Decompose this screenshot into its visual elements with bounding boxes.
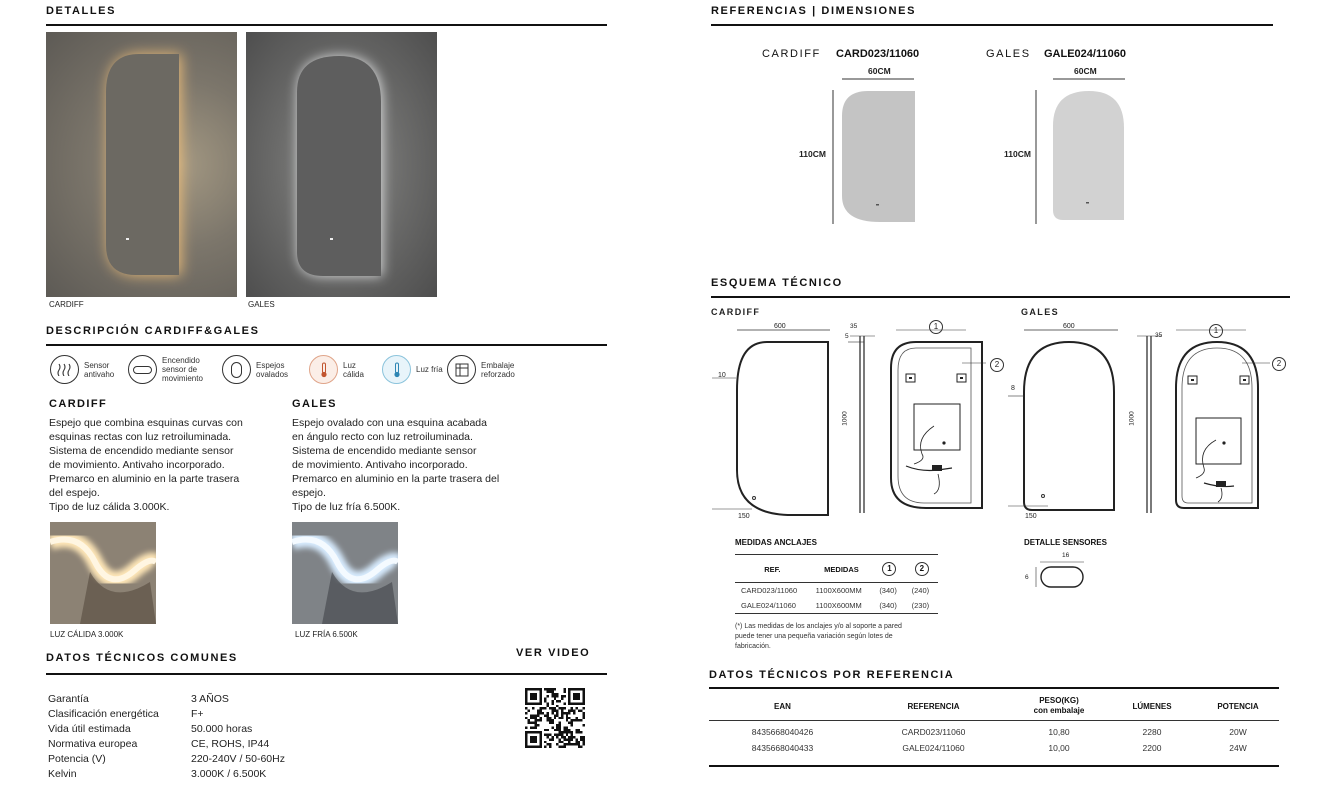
details-title: DETALLES bbox=[46, 5, 117, 17]
spec-key: Normativa europea bbox=[48, 738, 138, 750]
desc-line: esquinas rectas con luz retroiluminada. bbox=[49, 431, 232, 443]
cardiff-description bbox=[49, 416, 289, 514]
table-row bbox=[735, 583, 938, 599]
cold-light-caption: LUZ FRÍA 6.500K bbox=[295, 630, 358, 639]
gales-ref-code: GALE024/11060 bbox=[1044, 48, 1126, 60]
cell: GALE024/11060 bbox=[741, 601, 796, 610]
gales-callout-2 bbox=[1272, 353, 1286, 371]
cardiff-back-drawing bbox=[886, 318, 1006, 526]
cell: 10,00 bbox=[1048, 743, 1070, 753]
anchors-note bbox=[735, 622, 902, 652]
references-title: REFERENCIAS | DIMENSIONES bbox=[711, 5, 917, 17]
cardiff-width-dim: 600 bbox=[774, 323, 786, 330]
cell: 8435668040426 bbox=[751, 727, 814, 737]
note-line: puede tener una pequeña variación según lotes de bbox=[735, 633, 893, 640]
cell: 8435668040433 bbox=[751, 743, 814, 753]
schema-cardiff-title: CARDIFF bbox=[711, 307, 761, 317]
cold-light-swatch bbox=[292, 522, 398, 624]
gales-description bbox=[292, 416, 542, 514]
cell: 1100X600MM bbox=[815, 601, 862, 610]
spec-value: 50.000 horas bbox=[191, 723, 253, 735]
cardiff-title: CARDIFF bbox=[49, 398, 108, 410]
col-header: REF. bbox=[764, 564, 781, 574]
cardiff-width-label: 60CM bbox=[868, 66, 891, 76]
gales-ref-name: GALES bbox=[986, 48, 1031, 60]
gales-photo bbox=[246, 32, 437, 297]
common-tech-title: DATOS TÉCNICOS COMUNES bbox=[46, 652, 238, 664]
divider bbox=[46, 24, 607, 26]
gales-width-label: 60CM bbox=[1074, 66, 1097, 76]
feature-oval-mirror bbox=[222, 355, 297, 384]
sensor-width-dim: 16 bbox=[1062, 552, 1070, 559]
gales-mirror-image bbox=[246, 32, 437, 297]
cardiff-photo bbox=[46, 32, 237, 297]
table-row bbox=[709, 721, 1279, 741]
feature-label: Espejos ovalados bbox=[256, 360, 289, 379]
divider bbox=[46, 344, 607, 346]
cold-light-icon bbox=[382, 355, 411, 384]
cardiff-depth-dim: 35 bbox=[850, 323, 858, 330]
gales-bottom-dim: 150 bbox=[1025, 513, 1037, 520]
table-row bbox=[709, 740, 1279, 766]
description-title: DESCRIPCIÓN CARDIFF&GALES bbox=[46, 325, 260, 337]
gales-silhouette bbox=[1033, 76, 1128, 228]
spec-key: Potencia (V) bbox=[48, 753, 106, 765]
desc-line: espejo. bbox=[292, 487, 326, 499]
gales-height-dim: 1000 bbox=[1128, 411, 1136, 426]
desc-line: Tipo de luz cálida 3.000K. bbox=[49, 501, 170, 513]
feature-label: Embalaje reforzado bbox=[481, 360, 515, 379]
qr-code-image bbox=[525, 688, 585, 748]
desc-line: en ángulo recto con luz retroiluminada. bbox=[292, 431, 473, 443]
warm-light-strip-image bbox=[50, 522, 156, 624]
gales-title: GALES bbox=[292, 398, 337, 410]
cell: CARD023/11060 bbox=[901, 727, 966, 737]
cell: (340) bbox=[879, 586, 897, 595]
cardiff-photo-caption: CARDIFF bbox=[49, 300, 84, 309]
desc-line: Tipo de luz fría 6.500K. bbox=[292, 501, 401, 513]
note-line: fabricación. bbox=[735, 643, 771, 650]
callout-number: 2 bbox=[1272, 357, 1286, 371]
callout-number: 1 bbox=[929, 320, 943, 334]
sensor-height-dim: 6 bbox=[1025, 574, 1029, 581]
col-header-line: con embalaje bbox=[1033, 706, 1085, 715]
spec-key: Clasificación energética bbox=[48, 708, 159, 720]
col-header-line: PESO(KG) bbox=[1039, 696, 1079, 705]
col-header bbox=[873, 556, 905, 583]
col-header bbox=[1011, 692, 1107, 721]
desc-line: del espejo. bbox=[49, 487, 100, 499]
callout-number: 1 bbox=[882, 562, 896, 576]
gales-back-drawing bbox=[1166, 318, 1286, 526]
col-header: POTENCIA bbox=[1217, 701, 1259, 711]
gales-front-drawing bbox=[1008, 320, 1140, 525]
reinforced-package-icon bbox=[447, 355, 476, 384]
cell: 2200 bbox=[1142, 743, 1162, 753]
warm-light-swatch bbox=[50, 522, 156, 624]
feature-label: Luz fría bbox=[416, 365, 443, 374]
feature-antifog bbox=[50, 355, 125, 384]
spec-key: Kelvin bbox=[48, 768, 77, 780]
ref-data-table bbox=[709, 692, 1279, 767]
cell: (340) bbox=[879, 601, 897, 610]
spec-value: 3 AÑOS bbox=[191, 693, 229, 705]
gales-top-dim: 8 bbox=[1011, 385, 1015, 392]
col-header: EAN bbox=[774, 701, 791, 711]
feature-reinforced-package bbox=[447, 355, 527, 384]
note-line: (*) Las medidas de los anclajes y/o al soporte a pared bbox=[735, 623, 902, 630]
gales-width-dim: 600 bbox=[1063, 323, 1075, 330]
specs-keys bbox=[48, 692, 159, 782]
cell: 24W bbox=[1229, 743, 1247, 753]
cardiff-height-dim: 1000 bbox=[841, 411, 849, 426]
feature-label: Encendido sensor de movimiento bbox=[162, 356, 203, 383]
feature-cold-light bbox=[382, 355, 452, 384]
divider bbox=[711, 296, 1290, 298]
sensor-drawing bbox=[1032, 559, 1090, 591]
video-qr-code[interactable] bbox=[525, 688, 585, 748]
motion-sensor-icon bbox=[128, 355, 157, 384]
cardiff-callout-2 bbox=[990, 354, 1004, 372]
cell: 10,80 bbox=[1048, 727, 1070, 737]
divider bbox=[735, 554, 938, 555]
callout-number: 2 bbox=[915, 562, 929, 576]
desc-line: de movimiento. Antivaho incorporado. bbox=[292, 459, 468, 471]
spec-value: CE, ROHS, IP44 bbox=[191, 738, 270, 750]
gales-height-label: 110CM bbox=[1004, 149, 1031, 159]
feature-warm-light bbox=[309, 355, 379, 384]
cardiff-callout-1 bbox=[929, 316, 943, 334]
warm-light-caption: LUZ CÁLIDA 3.000K bbox=[50, 630, 124, 639]
oval-mirror-icon bbox=[222, 355, 251, 384]
feature-label: Sensor antivaho bbox=[84, 360, 115, 379]
col-header: REFERENCIA bbox=[907, 701, 960, 711]
spec-value: F+ bbox=[191, 708, 204, 720]
cardiff-depth2-dim: 5 bbox=[845, 333, 849, 340]
spec-value: 3.000K / 6.500K bbox=[191, 768, 267, 780]
gales-depth-dim: 35 bbox=[1155, 332, 1163, 339]
desc-line: Espejo que combina esquinas curvas con bbox=[49, 417, 243, 429]
ref-data-title: DATOS TÉCNICOS POR REFERENCIA bbox=[709, 669, 955, 681]
callout-number: 1 bbox=[1209, 324, 1223, 338]
anchors-table bbox=[735, 556, 938, 614]
table-header-row bbox=[735, 556, 938, 583]
specs-values bbox=[191, 692, 285, 782]
cardiff-mirror-image bbox=[46, 32, 237, 297]
callout-number: 2 bbox=[990, 358, 1004, 372]
cell: (230) bbox=[911, 601, 930, 610]
schema-title: ESQUEMA TÉCNICO bbox=[711, 277, 843, 289]
antifog-icon bbox=[50, 355, 79, 384]
gales-callout-1 bbox=[1209, 320, 1223, 338]
cell: GALE024/11060 bbox=[902, 743, 965, 753]
schema-gales-title: GALES bbox=[1021, 307, 1060, 317]
col-header: LÚMENES bbox=[1132, 701, 1172, 711]
divider bbox=[711, 24, 1273, 26]
desc-line: Premarco en aluminio en la parte trasera bbox=[49, 473, 240, 485]
warm-light-icon bbox=[309, 355, 338, 384]
divider bbox=[46, 673, 607, 675]
feature-motion-sensor bbox=[128, 355, 218, 384]
col-header bbox=[906, 556, 938, 583]
sensor-detail-title: DETALLE SENSORES bbox=[1024, 538, 1107, 547]
spec-value: 220-240V / 50-60Hz bbox=[191, 753, 285, 765]
desc-line: Sistema de encendido mediante sensor bbox=[49, 445, 234, 457]
spec-key: Vida útil estimada bbox=[48, 723, 131, 735]
video-link[interactable]: VER VIDEO bbox=[516, 647, 591, 659]
gales-photo-caption: GALES bbox=[248, 300, 275, 309]
anchors-title: MEDIDAS ANCLAJES bbox=[735, 538, 817, 547]
desc-line: Espejo ovalado con una esquina acabada bbox=[292, 417, 487, 429]
spec-key: Garantía bbox=[48, 693, 89, 705]
cell: (240) bbox=[911, 586, 930, 595]
desc-line: Premarco en aluminio en la parte trasera del bbox=[292, 473, 500, 485]
table-header-row bbox=[709, 692, 1279, 721]
cardiff-ref-name: CARDIFF bbox=[762, 48, 821, 60]
cardiff-silhouette bbox=[828, 76, 923, 228]
col-header: MEDIDAS bbox=[824, 564, 859, 574]
cell: 2280 bbox=[1142, 727, 1162, 737]
divider bbox=[709, 687, 1279, 689]
feature-label: Luz cálida bbox=[343, 360, 364, 379]
cardiff-bottom-dim: 150 bbox=[738, 513, 750, 520]
cell: 20W bbox=[1229, 727, 1247, 737]
cell: CARD023/11060 bbox=[741, 586, 798, 595]
cardiff-front-drawing bbox=[712, 320, 844, 525]
desc-line: Sistema de encendido mediante sensor bbox=[292, 445, 477, 457]
cell: 1100X600MM bbox=[815, 586, 862, 595]
table-row bbox=[735, 598, 938, 614]
cardiff-ref-code: CARD023/11060 bbox=[836, 48, 920, 60]
cardiff-height-label: 110CM bbox=[799, 149, 826, 159]
cold-light-strip-image bbox=[292, 522, 398, 624]
desc-line: de movimiento. Antivaho incorporado. bbox=[49, 459, 225, 471]
cardiff-top-dim: 10 bbox=[718, 372, 726, 379]
